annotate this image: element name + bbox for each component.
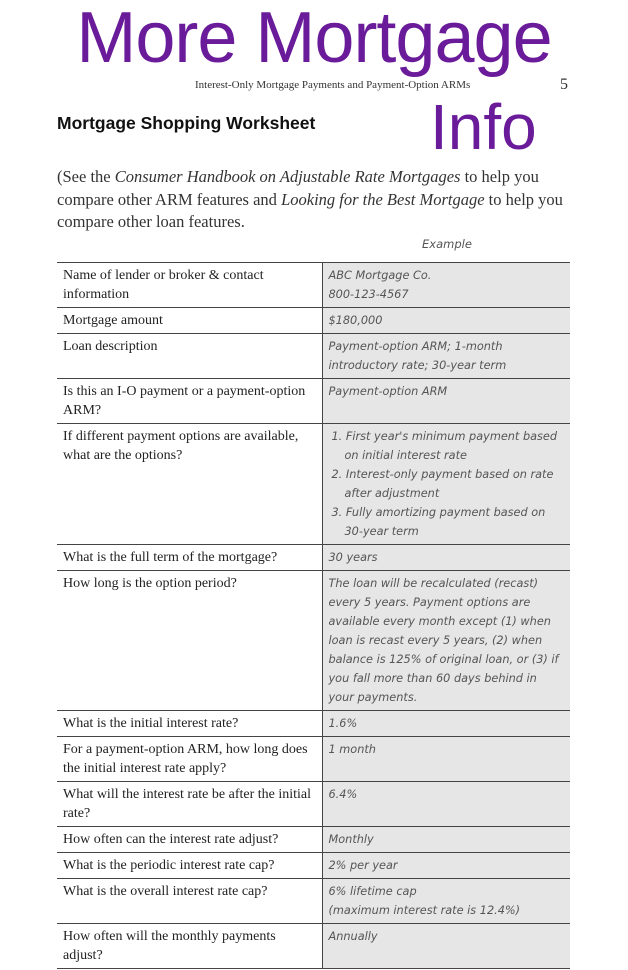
- intro-paragraph: [57, 166, 577, 234]
- table-row: [57, 827, 570, 853]
- table-row: [57, 737, 570, 782]
- worksheet-table: [57, 262, 570, 969]
- answer-line: 6% lifetime cap: [328, 885, 417, 898]
- question-cell: What is the full term of the mortgage?: [57, 545, 322, 571]
- watermark-line1: More Mortgage: [76, 0, 552, 78]
- example-answer-cell: [322, 263, 570, 308]
- question-cell: Is this an I-O payment or a payment-option ARM?: [57, 379, 322, 424]
- example-answer-cell: [322, 711, 570, 737]
- table-row: [57, 711, 570, 737]
- answer-line: ABC Mortgage Co.: [328, 269, 432, 282]
- table-row: [57, 379, 570, 424]
- question-cell: For a payment-option ARM, how long does the initial interest rate apply?: [57, 737, 322, 782]
- example-answer-cell: [322, 782, 570, 827]
- answer-line: 2. Interest-only payment based on rate after adjustment: [331, 468, 554, 500]
- question-cell: Loan description: [57, 334, 322, 379]
- answer-line: 6.4%: [328, 788, 358, 801]
- intro-text: to help you compare other ARM features and: [57, 167, 539, 209]
- example-answer-cell: [322, 924, 570, 969]
- table-row: [57, 782, 570, 827]
- answer-line: Annually: [328, 930, 378, 943]
- table-row: [57, 308, 570, 334]
- answer-line: 1. First year's minimum payment based on initial interest rate: [331, 430, 558, 462]
- page-title: Mortgage Shopping Worksheet: [57, 113, 316, 133]
- table-row: [57, 924, 570, 969]
- answer-line: 3. Fully amortizing payment based on 30-year term: [331, 506, 546, 538]
- answer-line: 1 month: [328, 743, 376, 756]
- watermark-line2: Info: [430, 91, 537, 163]
- question-cell: How often will the monthly payments adjust?: [57, 924, 322, 969]
- example-answer-cell: [322, 545, 570, 571]
- example-answer-cell: [322, 827, 570, 853]
- answer-line: Monthly: [328, 833, 374, 846]
- table-row: [57, 263, 570, 308]
- question-cell: What is the initial interest rate?: [57, 711, 322, 737]
- example-answer-cell: [322, 571, 570, 711]
- intro-text: (See the: [57, 167, 115, 186]
- answer-line: 1.6%: [328, 717, 358, 730]
- running-header: Interest-Only Mortgage Payments and Payment-Option ARMs: [195, 79, 471, 91]
- example-answer-cell: [322, 308, 570, 334]
- example-answer-cell: [322, 879, 570, 924]
- answer-line: 2% per year: [328, 859, 398, 872]
- table-row: [57, 424, 570, 545]
- handbook-title: Consumer Handbook on Adjustable Rate Mortgages: [114, 167, 461, 186]
- question-cell: Name of lender or broker & contact information: [57, 263, 322, 308]
- answer-line: 30 years: [328, 551, 378, 564]
- example-answer-cell: [322, 737, 570, 782]
- example-answer-cell: [322, 424, 570, 545]
- question-cell: If different payment options are available, what are the options?: [57, 424, 322, 545]
- page-number: 5: [560, 76, 568, 93]
- question-cell: What will the interest rate be after the initial rate?: [57, 782, 322, 827]
- table-row: [57, 334, 570, 379]
- answer-line: Payment-option ARM: [328, 385, 448, 398]
- answer-line: 800-123-4567: [328, 288, 409, 301]
- example-answer-cell: [322, 853, 570, 879]
- table-row: [57, 853, 570, 879]
- guide-title: Looking for the Best Mortgage: [281, 189, 485, 209]
- question-cell: What is the overall interest rate cap?: [57, 879, 322, 924]
- question-cell: How often can the interest rate adjust?: [57, 827, 322, 853]
- table-row: [57, 545, 570, 571]
- table-row: [57, 879, 570, 924]
- answer-line: The loan will be recalculated (recast) every 5 years. Payment options are available every month except (1) when loan is recast every 5 years, (2) when balance is 125% of original loan, or (3) if you fall more than 60 days behind in your payments.: [328, 577, 559, 704]
- answer-line: Payment-option ARM; 1-month introductory rate; 30-year term: [328, 340, 507, 372]
- question-cell: Mortgage amount: [57, 308, 322, 334]
- intro-text: to help you compare other loan features.: [57, 189, 563, 231]
- question-cell: How long is the option period?: [57, 571, 322, 711]
- answer-line: $180,000: [328, 314, 383, 327]
- question-cell: What is the periodic interest rate cap?: [57, 853, 322, 879]
- example-label: Example: [422, 237, 472, 251]
- example-answer-cell: [322, 334, 570, 379]
- example-answer-cell: [322, 379, 570, 424]
- answer-line: (maximum interest rate is 12.4%): [328, 904, 521, 917]
- table-row: [57, 571, 570, 711]
